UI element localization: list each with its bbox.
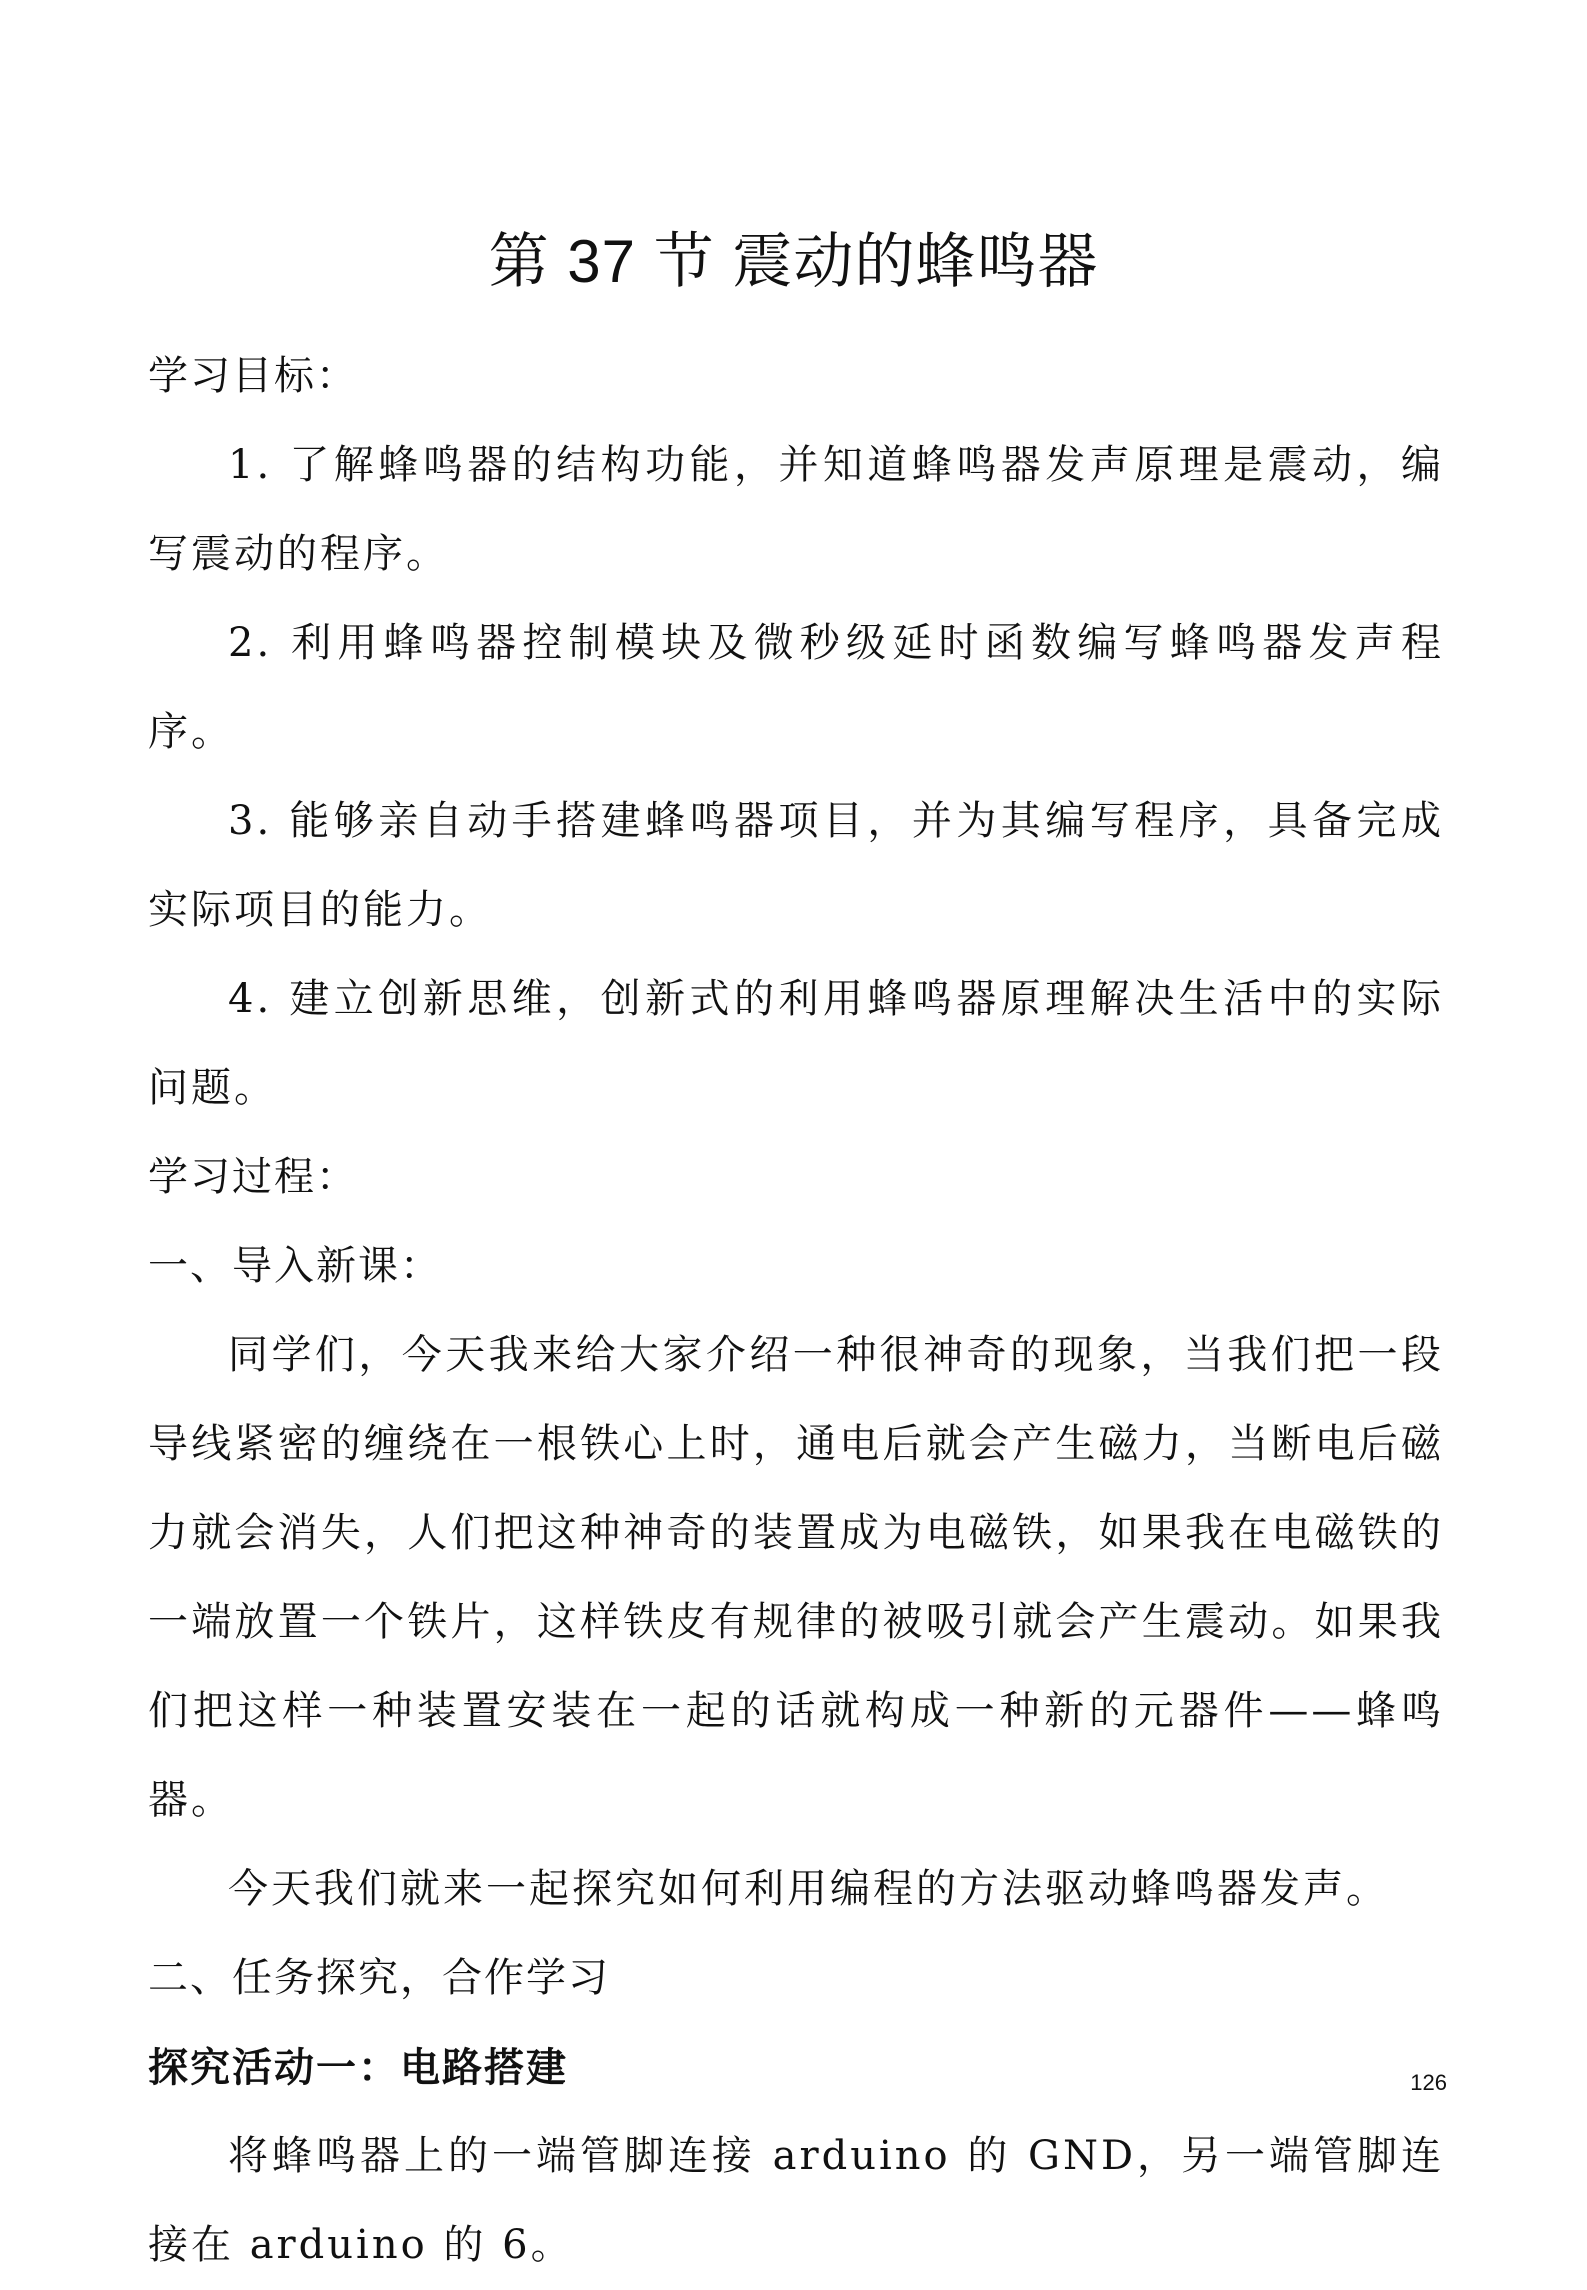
section1-heading: 一、导入新课： [148, 1243, 442, 1289]
objectives-heading: 学习目标： [148, 353, 358, 399]
activity1-heading: 探究活动一：电路搭建 [148, 2044, 568, 2091]
objective-item-4: 4. 建立创新思维，创新式的利用蜂鸣器原理解决生活中的实际问题。 [148, 976, 1444, 1111]
objective-item-2: 2. 利用蜂鸣器控制模块及微秒级延时函数编写蜂鸣器发声程序。 [148, 620, 1444, 755]
page-title: 第 37 节 震动的蜂鸣器 [488, 228, 1099, 295]
section1-paragraph-2: 今天我们就来一起探究如何利用编程的方法驱动蜂鸣器发声。 [228, 1866, 1389, 1912]
process-heading: 学习过程： [148, 1154, 358, 1200]
objective-item-3: 3. 能够亲自动手搭建蜂鸣器项目，并为其编写程序，具备完成实际项目的能力。 [148, 798, 1444, 933]
section2-heading: 二、任务探究，合作学习 [148, 1955, 610, 2001]
page-number: 126 [1410, 2070, 1447, 2095]
objective-item-1: 1. 了解蜂鸣器的结构功能，并知道蜂鸣器发声原理是震动，编写震动的程序。 [148, 442, 1444, 577]
section1-paragraph-1: 同学们，今天我来给大家介绍一种很神奇的现象，当我们把一段导线紧密的缠绕在一根铁心上时，通电后就会产生磁力，当断电后磁力就会消失，人们把这种神奇的装置成为电磁铁，如果我在电磁铁的一端放置一个铁片，这样铁皮有规律的被吸引就会产生震动。如果我们把这样一种装置安装在一起的话就构成一种新的元器件——蜂鸣器。 [148, 1332, 1444, 1823]
activity1-paragraph: 将蜂鸣器上的一端管脚连接 arduino 的 GND，另一端管脚连接在 arduino 的 6。 [148, 2133, 1444, 2268]
document-body [148, 332, 1444, 2290]
